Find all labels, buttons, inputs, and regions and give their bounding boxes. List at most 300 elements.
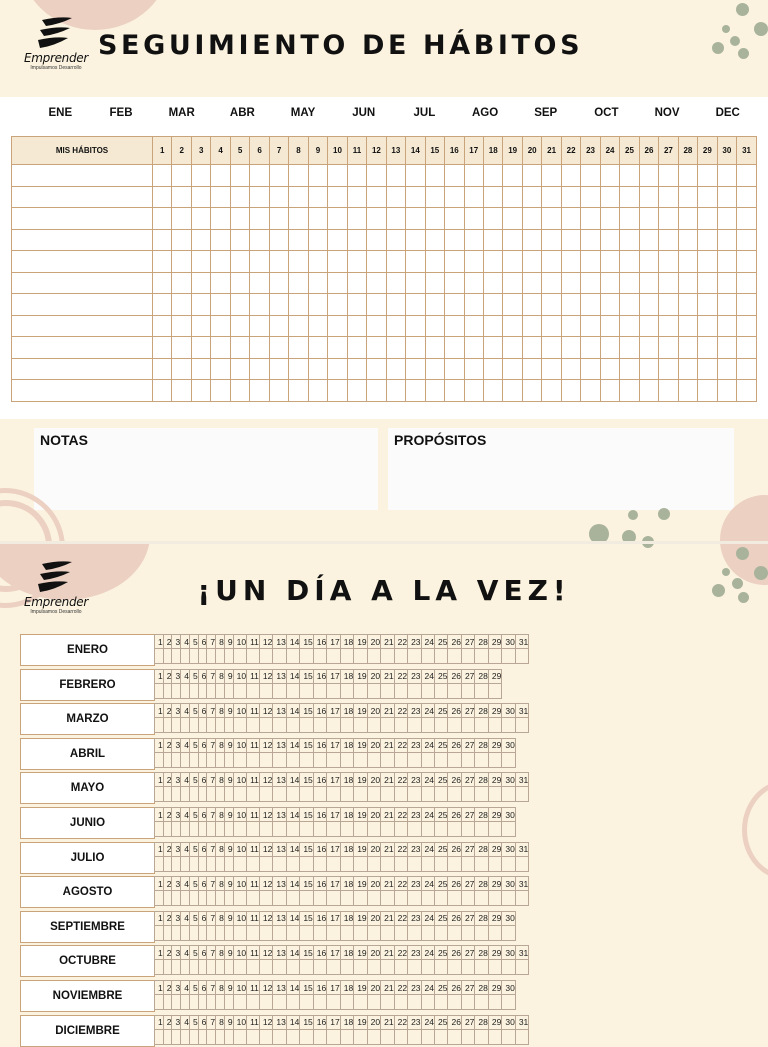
day-check-cell[interactable] (286, 649, 299, 664)
habit-name-cell[interactable] (12, 165, 153, 187)
day-check-cell[interactable] (502, 891, 515, 906)
habit-day-cell[interactable] (308, 315, 327, 337)
habit-day-cell[interactable] (406, 251, 425, 273)
habit-day-cell[interactable] (522, 229, 541, 251)
habit-day-cell[interactable] (737, 272, 757, 294)
day-check-cell[interactable] (198, 960, 207, 975)
habit-day-cell[interactable] (347, 358, 366, 380)
day-check-cell[interactable] (408, 787, 421, 802)
day-check-cell[interactable] (448, 649, 461, 664)
day-check-cell[interactable] (172, 891, 181, 906)
habit-day-cell[interactable] (367, 380, 386, 402)
day-check-cell[interactable] (207, 822, 216, 837)
day-check-cell[interactable] (198, 718, 207, 733)
day-check-cell[interactable] (421, 960, 434, 975)
habit-day-cell[interactable] (328, 337, 347, 359)
habit-day-cell[interactable] (386, 251, 405, 273)
day-check-cell[interactable] (421, 683, 434, 698)
habit-day-cell[interactable] (678, 165, 697, 187)
day-check-cell[interactable] (340, 718, 353, 733)
day-check-cell[interactable] (421, 856, 434, 871)
habit-day-cell[interactable] (639, 251, 658, 273)
habit-day-cell[interactable] (737, 229, 757, 251)
habit-day-cell[interactable] (464, 358, 483, 380)
habit-day-cell[interactable] (211, 380, 230, 402)
habit-day-cell[interactable] (269, 208, 288, 230)
day-check-cell[interactable] (181, 649, 190, 664)
habit-day-cell[interactable] (659, 165, 678, 187)
day-check-cell[interactable] (286, 925, 299, 940)
habit-day-cell[interactable] (581, 208, 600, 230)
habit-day-cell[interactable] (542, 294, 561, 316)
day-check-cell[interactable] (313, 856, 326, 871)
day-check-cell[interactable] (216, 649, 225, 664)
habit-day-cell[interactable] (620, 272, 639, 294)
day-check-cell[interactable] (233, 891, 246, 906)
habit-day-cell[interactable] (698, 208, 717, 230)
day-check-cell[interactable] (327, 925, 340, 940)
day-check-cell[interactable] (448, 995, 461, 1010)
habit-day-cell[interactable] (737, 251, 757, 273)
habit-day-cell[interactable] (678, 337, 697, 359)
month-label[interactable]: AGO (471, 107, 499, 119)
habit-day-cell[interactable] (328, 251, 347, 273)
day-check-cell[interactable] (207, 960, 216, 975)
habit-day-cell[interactable] (503, 294, 522, 316)
habit-day-cell[interactable] (659, 380, 678, 402)
day-check-cell[interactable] (189, 891, 198, 906)
habit-day-cell[interactable] (620, 294, 639, 316)
day-check-cell[interactable] (155, 752, 164, 767)
habit-day-cell[interactable] (483, 208, 502, 230)
day-check-cell[interactable] (207, 752, 216, 767)
day-check-cell[interactable] (488, 856, 501, 871)
day-check-cell[interactable] (163, 960, 172, 975)
day-check-cell[interactable] (448, 856, 461, 871)
habit-day-cell[interactable] (698, 272, 717, 294)
day-check-cell[interactable] (408, 752, 421, 767)
habit-day-cell[interactable] (483, 380, 502, 402)
day-check-cell[interactable] (233, 822, 246, 837)
habit-day-cell[interactable] (191, 251, 210, 273)
day-check-cell[interactable] (233, 683, 246, 698)
day-check-cell[interactable] (515, 787, 528, 802)
habit-day-cell[interactable] (308, 186, 327, 208)
habit-day-cell[interactable] (698, 315, 717, 337)
habit-day-cell[interactable] (483, 251, 502, 273)
habit-day-cell[interactable] (191, 294, 210, 316)
habit-day-cell[interactable] (620, 186, 639, 208)
habit-day-cell[interactable] (620, 229, 639, 251)
habit-day-cell[interactable] (172, 380, 191, 402)
day-check-cell[interactable] (259, 1029, 272, 1044)
habit-day-cell[interactable] (717, 315, 736, 337)
day-check-cell[interactable] (216, 787, 225, 802)
day-check-cell[interactable] (394, 856, 407, 871)
habit-day-cell[interactable] (600, 358, 619, 380)
day-check-cell[interactable] (435, 787, 448, 802)
day-check-cell[interactable] (224, 960, 233, 975)
day-check-cell[interactable] (273, 960, 286, 975)
habit-day-cell[interactable] (328, 208, 347, 230)
day-check-cell[interactable] (327, 856, 340, 871)
habit-name-cell[interactable] (12, 272, 153, 294)
day-check-cell[interactable] (172, 752, 181, 767)
habit-day-cell[interactable] (367, 272, 386, 294)
day-check-cell[interactable] (448, 822, 461, 837)
habit-day-cell[interactable] (737, 208, 757, 230)
day-check-cell[interactable] (224, 891, 233, 906)
day-check-cell[interactable] (155, 891, 164, 906)
day-check-cell[interactable] (394, 960, 407, 975)
habit-day-cell[interactable] (717, 165, 736, 187)
day-check-cell[interactable] (189, 649, 198, 664)
habit-day-cell[interactable] (269, 358, 288, 380)
day-check-cell[interactable] (502, 960, 515, 975)
day-check-cell[interactable] (488, 960, 501, 975)
day-check-cell[interactable] (381, 649, 394, 664)
day-check-cell[interactable] (273, 683, 286, 698)
habit-day-cell[interactable] (503, 165, 522, 187)
habit-day-cell[interactable] (698, 380, 717, 402)
habit-day-cell[interactable] (211, 358, 230, 380)
day-check-cell[interactable] (461, 891, 474, 906)
habit-day-cell[interactable] (639, 294, 658, 316)
day-check-cell[interactable] (381, 995, 394, 1010)
habit-day-cell[interactable] (250, 358, 269, 380)
day-check-cell[interactable] (367, 891, 380, 906)
habit-day-cell[interactable] (406, 165, 425, 187)
habit-day-cell[interactable] (483, 165, 502, 187)
day-check-cell[interactable] (181, 822, 190, 837)
day-check-cell[interactable] (172, 787, 181, 802)
habit-day-cell[interactable] (678, 208, 697, 230)
habit-day-cell[interactable] (561, 358, 580, 380)
day-check-cell[interactable] (340, 995, 353, 1010)
habit-day-cell[interactable] (464, 165, 483, 187)
habit-day-cell[interactable] (269, 165, 288, 187)
habit-day-cell[interactable] (503, 358, 522, 380)
habit-day-cell[interactable] (289, 272, 308, 294)
day-check-cell[interactable] (189, 822, 198, 837)
habit-day-cell[interactable] (211, 165, 230, 187)
habit-day-cell[interactable] (522, 272, 541, 294)
habit-day-cell[interactable] (269, 229, 288, 251)
day-check-cell[interactable] (394, 925, 407, 940)
day-check-cell[interactable] (207, 649, 216, 664)
day-check-cell[interactable] (488, 718, 501, 733)
habit-day-cell[interactable] (717, 337, 736, 359)
habit-day-cell[interactable] (425, 186, 444, 208)
habit-day-cell[interactable] (659, 208, 678, 230)
habit-day-cell[interactable] (483, 229, 502, 251)
habit-day-cell[interactable] (425, 380, 444, 402)
day-check-cell[interactable] (216, 891, 225, 906)
day-check-cell[interactable] (475, 925, 488, 940)
habit-day-cell[interactable] (308, 165, 327, 187)
habit-day-cell[interactable] (347, 229, 366, 251)
day-check-cell[interactable] (367, 1029, 380, 1044)
habit-day-cell[interactable] (367, 358, 386, 380)
habit-day-cell[interactable] (639, 337, 658, 359)
habit-day-cell[interactable] (620, 358, 639, 380)
month-label[interactable]: FEB (109, 107, 133, 119)
day-check-cell[interactable] (394, 683, 407, 698)
habit-day-cell[interactable] (172, 337, 191, 359)
day-check-cell[interactable] (327, 649, 340, 664)
day-check-cell[interactable] (286, 787, 299, 802)
day-check-cell[interactable] (448, 787, 461, 802)
day-check-cell[interactable] (313, 1029, 326, 1044)
habit-day-cell[interactable] (308, 229, 327, 251)
habit-day-cell[interactable] (464, 229, 483, 251)
habit-day-cell[interactable] (659, 337, 678, 359)
day-check-cell[interactable] (313, 752, 326, 767)
day-check-cell[interactable] (381, 1029, 394, 1044)
day-check-cell[interactable] (198, 856, 207, 871)
day-check-cell[interactable] (475, 787, 488, 802)
day-check-cell[interactable] (207, 995, 216, 1010)
habit-day-cell[interactable] (678, 358, 697, 380)
day-check-cell[interactable] (216, 822, 225, 837)
month-label[interactable]: ENE (48, 107, 73, 119)
habit-day-cell[interactable] (503, 186, 522, 208)
habit-day-cell[interactable] (639, 272, 658, 294)
habit-day-cell[interactable] (191, 186, 210, 208)
habit-day-cell[interactable] (542, 380, 561, 402)
day-check-cell[interactable] (340, 960, 353, 975)
day-check-cell[interactable] (224, 718, 233, 733)
habit-day-cell[interactable] (153, 315, 172, 337)
habit-day-cell[interactable] (328, 358, 347, 380)
day-check-cell[interactable] (300, 995, 313, 1010)
habit-day-cell[interactable] (737, 337, 757, 359)
day-check-cell[interactable] (394, 649, 407, 664)
habit-day-cell[interactable] (328, 165, 347, 187)
habit-day-cell[interactable] (445, 294, 464, 316)
habit-day-cell[interactable] (483, 358, 502, 380)
day-check-cell[interactable] (247, 995, 260, 1010)
habit-day-cell[interactable] (153, 229, 172, 251)
day-check-cell[interactable] (421, 752, 434, 767)
habit-day-cell[interactable] (678, 294, 697, 316)
habit-day-cell[interactable] (289, 208, 308, 230)
habit-day-cell[interactable] (737, 186, 757, 208)
day-check-cell[interactable] (408, 649, 421, 664)
day-check-cell[interactable] (421, 822, 434, 837)
habit-day-cell[interactable] (289, 165, 308, 187)
day-check-cell[interactable] (461, 649, 474, 664)
habit-day-cell[interactable] (717, 358, 736, 380)
habit-day-cell[interactable] (445, 186, 464, 208)
day-check-cell[interactable] (207, 718, 216, 733)
day-check-cell[interactable] (198, 649, 207, 664)
day-check-cell[interactable] (313, 649, 326, 664)
day-check-cell[interactable] (273, 649, 286, 664)
day-check-cell[interactable] (367, 752, 380, 767)
day-check-cell[interactable] (394, 995, 407, 1010)
month-label[interactable]: OCT (594, 107, 619, 119)
habit-day-cell[interactable] (269, 186, 288, 208)
day-check-cell[interactable] (435, 891, 448, 906)
day-check-cell[interactable] (163, 787, 172, 802)
day-check-cell[interactable] (163, 1029, 172, 1044)
habit-day-cell[interactable] (191, 272, 210, 294)
day-check-cell[interactable] (300, 925, 313, 940)
day-check-cell[interactable] (155, 925, 164, 940)
day-check-cell[interactable] (327, 1029, 340, 1044)
day-check-cell[interactable] (207, 683, 216, 698)
day-check-cell[interactable] (448, 925, 461, 940)
habit-day-cell[interactable] (698, 337, 717, 359)
habit-day-cell[interactable] (347, 315, 366, 337)
day-check-cell[interactable] (327, 683, 340, 698)
habit-day-cell[interactable] (406, 358, 425, 380)
day-check-cell[interactable] (354, 649, 367, 664)
day-check-cell[interactable] (435, 649, 448, 664)
day-check-cell[interactable] (247, 649, 260, 664)
day-check-cell[interactable] (340, 822, 353, 837)
habit-day-cell[interactable] (581, 251, 600, 273)
habit-day-cell[interactable] (600, 294, 619, 316)
day-check-cell[interactable] (421, 995, 434, 1010)
habit-day-cell[interactable] (445, 315, 464, 337)
day-check-cell[interactable] (313, 995, 326, 1010)
habit-day-cell[interactable] (503, 380, 522, 402)
habit-day-cell[interactable] (289, 337, 308, 359)
day-check-cell[interactable] (408, 718, 421, 733)
habit-day-cell[interactable] (386, 380, 405, 402)
day-check-cell[interactable] (408, 960, 421, 975)
day-check-cell[interactable] (327, 891, 340, 906)
day-check-cell[interactable] (488, 995, 501, 1010)
habit-name-cell[interactable] (12, 358, 153, 380)
habit-day-cell[interactable] (542, 315, 561, 337)
habit-day-cell[interactable] (464, 251, 483, 273)
day-check-cell[interactable] (340, 856, 353, 871)
day-check-cell[interactable] (189, 960, 198, 975)
habit-day-cell[interactable] (425, 208, 444, 230)
day-check-cell[interactable] (381, 891, 394, 906)
day-check-cell[interactable] (367, 683, 380, 698)
day-check-cell[interactable] (475, 683, 488, 698)
habit-day-cell[interactable] (250, 337, 269, 359)
habit-day-cell[interactable] (503, 315, 522, 337)
habit-day-cell[interactable] (269, 380, 288, 402)
day-check-cell[interactable] (198, 1029, 207, 1044)
day-check-cell[interactable] (259, 856, 272, 871)
day-check-cell[interactable] (273, 787, 286, 802)
habit-day-cell[interactable] (250, 251, 269, 273)
habit-day-cell[interactable] (464, 208, 483, 230)
day-check-cell[interactable] (181, 752, 190, 767)
day-check-cell[interactable] (475, 995, 488, 1010)
day-check-cell[interactable] (461, 1029, 474, 1044)
habit-day-cell[interactable] (561, 165, 580, 187)
habit-day-cell[interactable] (386, 229, 405, 251)
day-check-cell[interactable] (488, 787, 501, 802)
habit-day-cell[interactable] (581, 272, 600, 294)
habit-day-cell[interactable] (620, 337, 639, 359)
habit-day-cell[interactable] (698, 358, 717, 380)
habit-day-cell[interactable] (172, 272, 191, 294)
habit-day-cell[interactable] (172, 186, 191, 208)
day-check-cell[interactable] (408, 683, 421, 698)
habit-day-cell[interactable] (542, 208, 561, 230)
day-check-cell[interactable] (300, 787, 313, 802)
day-check-cell[interactable] (207, 1029, 216, 1044)
habit-day-cell[interactable] (542, 272, 561, 294)
habit-day-cell[interactable] (717, 229, 736, 251)
day-check-cell[interactable] (367, 995, 380, 1010)
day-check-cell[interactable] (502, 856, 515, 871)
habit-day-cell[interactable] (698, 165, 717, 187)
habit-day-cell[interactable] (172, 251, 191, 273)
habit-day-cell[interactable] (464, 294, 483, 316)
habit-day-cell[interactable] (289, 315, 308, 337)
habit-day-cell[interactable] (425, 315, 444, 337)
habit-day-cell[interactable] (659, 229, 678, 251)
day-check-cell[interactable] (273, 718, 286, 733)
habit-day-cell[interactable] (425, 358, 444, 380)
day-check-cell[interactable] (233, 718, 246, 733)
day-check-cell[interactable] (163, 995, 172, 1010)
day-check-cell[interactable] (340, 683, 353, 698)
day-check-cell[interactable] (394, 718, 407, 733)
habit-day-cell[interactable] (172, 315, 191, 337)
day-check-cell[interactable] (172, 718, 181, 733)
day-check-cell[interactable] (155, 787, 164, 802)
day-check-cell[interactable] (181, 856, 190, 871)
day-check-cell[interactable] (327, 995, 340, 1010)
day-check-cell[interactable] (172, 960, 181, 975)
day-check-cell[interactable] (198, 995, 207, 1010)
habit-day-cell[interactable] (445, 251, 464, 273)
habit-day-cell[interactable] (308, 208, 327, 230)
day-check-cell[interactable] (216, 925, 225, 940)
habit-day-cell[interactable] (406, 315, 425, 337)
habit-day-cell[interactable] (347, 272, 366, 294)
day-check-cell[interactable] (354, 960, 367, 975)
habit-day-cell[interactable] (581, 337, 600, 359)
day-check-cell[interactable] (189, 1029, 198, 1044)
habit-day-cell[interactable] (717, 208, 736, 230)
habit-day-cell[interactable] (269, 251, 288, 273)
habit-day-cell[interactable] (445, 165, 464, 187)
habit-day-cell[interactable] (230, 165, 249, 187)
habit-day-cell[interactable] (230, 358, 249, 380)
day-check-cell[interactable] (502, 752, 515, 767)
day-check-cell[interactable] (224, 1029, 233, 1044)
habit-day-cell[interactable] (600, 315, 619, 337)
habit-name-cell[interactable] (12, 315, 153, 337)
habit-day-cell[interactable] (230, 208, 249, 230)
day-check-cell[interactable] (408, 1029, 421, 1044)
habit-day-cell[interactable] (172, 358, 191, 380)
habit-day-cell[interactable] (230, 272, 249, 294)
day-check-cell[interactable] (354, 995, 367, 1010)
day-check-cell[interactable] (181, 683, 190, 698)
habit-day-cell[interactable] (328, 229, 347, 251)
day-check-cell[interactable] (515, 1029, 528, 1044)
day-check-cell[interactable] (181, 995, 190, 1010)
day-check-cell[interactable] (313, 822, 326, 837)
habit-day-cell[interactable] (250, 229, 269, 251)
day-check-cell[interactable] (247, 718, 260, 733)
habit-day-cell[interactable] (308, 272, 327, 294)
day-check-cell[interactable] (515, 960, 528, 975)
habit-day-cell[interactable] (483, 186, 502, 208)
